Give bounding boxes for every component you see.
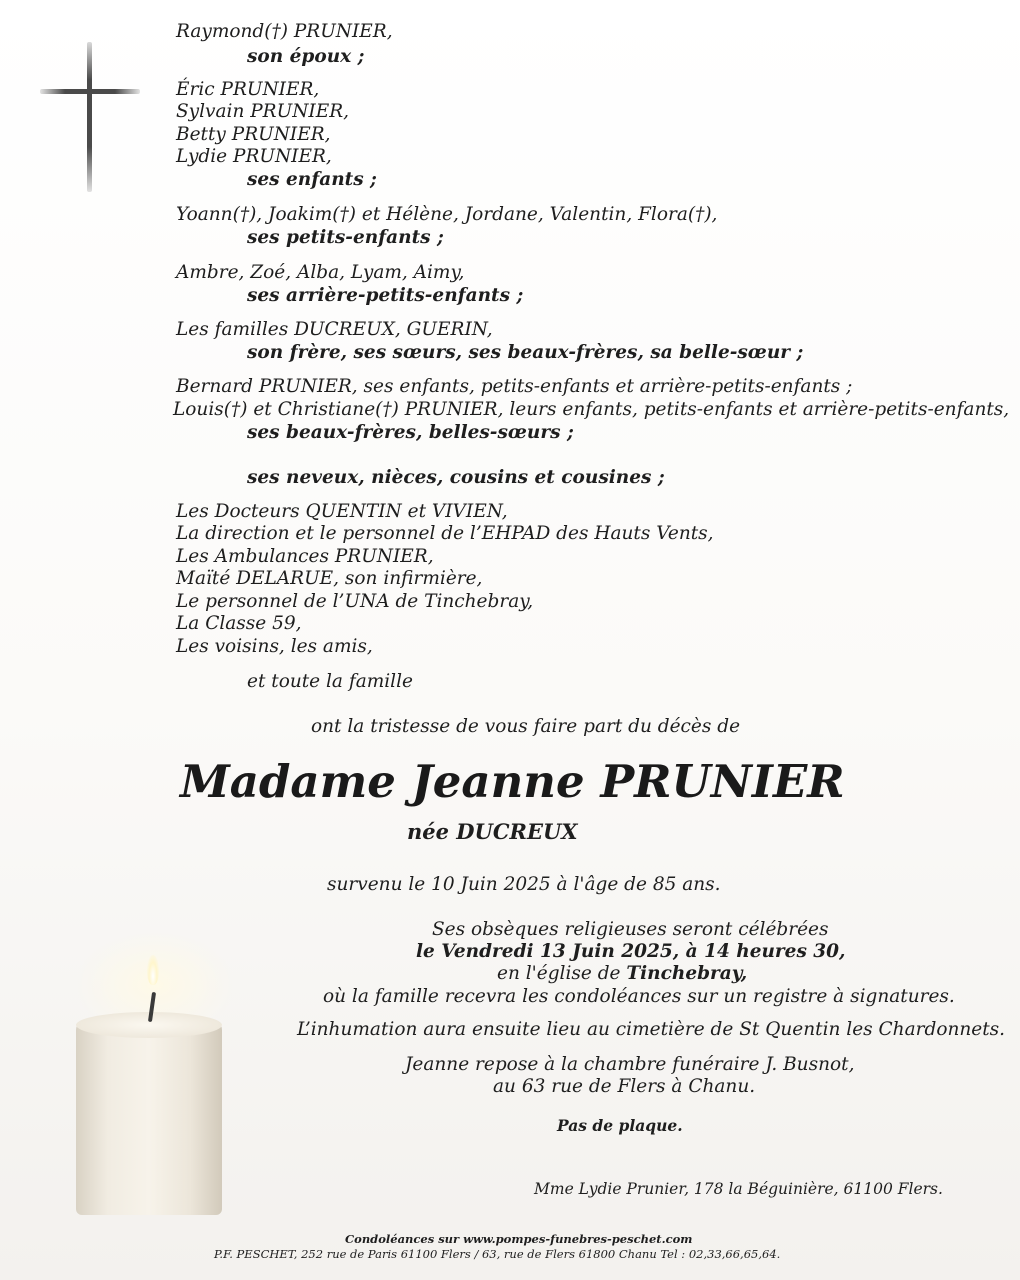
- ceremony-date: le Vendredi 13 Juin 2025, à 14 heures 30,: [416, 941, 846, 962]
- family-line: Lydie PRUNIER,: [176, 146, 332, 167]
- family-relation: ses neveux, nièces, cousins et cousines ;: [247, 467, 665, 488]
- family-line: La Classe 59,: [176, 613, 302, 634]
- family-relation: son frère, ses sœurs, ses beaux-frères, sa belle-sœur ;: [247, 342, 804, 363]
- deceased-name: Madame Jeanne PRUNIER: [180, 755, 845, 808]
- family-line: La direction et le personnel de l’EHPAD des Hauts Vents,: [176, 523, 714, 544]
- contact-address: Mme Lydie Prunier, 178 la Béguinière, 61100 Flers.: [534, 1180, 943, 1198]
- family-line: Les Ambulances PRUNIER,: [176, 546, 434, 567]
- footer-address: P.F. PESCHET, 252 rue de Paris 61100 Flers / 63, rue de Flers 61800 Chanu Tel : 02,33,66,65,64.: [214, 1247, 781, 1261]
- ceremony-town: Tinchebray,: [626, 963, 748, 984]
- cross-icon-bar: [40, 89, 140, 94]
- ceremony-line: Ses obsèques religieuses seront célébrées: [432, 919, 829, 940]
- rest-line: Jeanne repose à la chambre funéraire J. Busnot,: [405, 1054, 855, 1075]
- family-line: Les familles DUCREUX, GUERIN,: [176, 319, 493, 340]
- maiden-name: née DUCREUX: [407, 819, 578, 844]
- ceremony-place: [497, 962, 747, 985]
- family-line: Betty PRUNIER,: [176, 124, 331, 145]
- family-relation: ses beaux-frères, belles-sœurs ;: [247, 422, 574, 443]
- footer-website: Condoléances sur www.pompes-funebres-peschet.com: [345, 1232, 693, 1246]
- cross-icon: [87, 42, 92, 192]
- announcement-intro: ont la tristesse de vous faire part du décès de: [311, 716, 741, 737]
- family-line: Maïté DELARUE, son infirmière,: [176, 568, 483, 589]
- family-line: Ambre, Zoé, Alba, Lyam, Aimy,: [176, 262, 465, 283]
- burial-line: L’inhumation aura ensuite lieu au cimetière de St Quentin les Chardonnets.: [297, 1019, 1006, 1040]
- ceremony-place-label: en l'église de: [497, 963, 627, 984]
- rest-address: au 63 rue de Flers à Chanu.: [493, 1076, 756, 1097]
- family-relation: ses arrière-petits-enfants ;: [247, 285, 524, 306]
- family-relation: ses enfants ;: [247, 169, 377, 190]
- family-line: Les Docteurs QUENTIN et VIVIEN,: [176, 501, 508, 522]
- family-line: et toute la famille: [247, 671, 413, 692]
- family-line: Louis(†) et Christiane(†) PRUNIER, leurs enfants, petits-enfants et arrière-petits-enfants,: [173, 399, 1010, 420]
- death-date: survenu le 10 Juin 2025 à l'âge de 85 ans.: [327, 874, 721, 895]
- ceremony-line: où la famille recevra les condoléances sur un registre à signatures.: [323, 986, 955, 1007]
- no-plaque-note: Pas de plaque.: [557, 1116, 683, 1135]
- family-line: Les voisins, les amis,: [176, 636, 373, 657]
- family-line: Sylvain PRUNIER,: [176, 101, 350, 122]
- family-line: Yoann(†), Joakim(†) et Hélène, Jordane, Valentin, Flora(†),: [176, 204, 718, 225]
- family-line: Le personnel de l’UNA de Tinchebray,: [176, 591, 534, 612]
- family-relation: son époux ;: [247, 46, 365, 67]
- family-line: Raymond(†) PRUNIER,: [176, 21, 393, 42]
- family-line: Bernard PRUNIER, ses enfants, petits-enfants et arrière-petits-enfants ;: [176, 376, 853, 397]
- family-relation: ses petits-enfants ;: [247, 227, 444, 248]
- family-line: Éric PRUNIER,: [176, 79, 320, 100]
- flame-icon: [147, 955, 159, 985]
- candle-icon: [76, 1020, 222, 1215]
